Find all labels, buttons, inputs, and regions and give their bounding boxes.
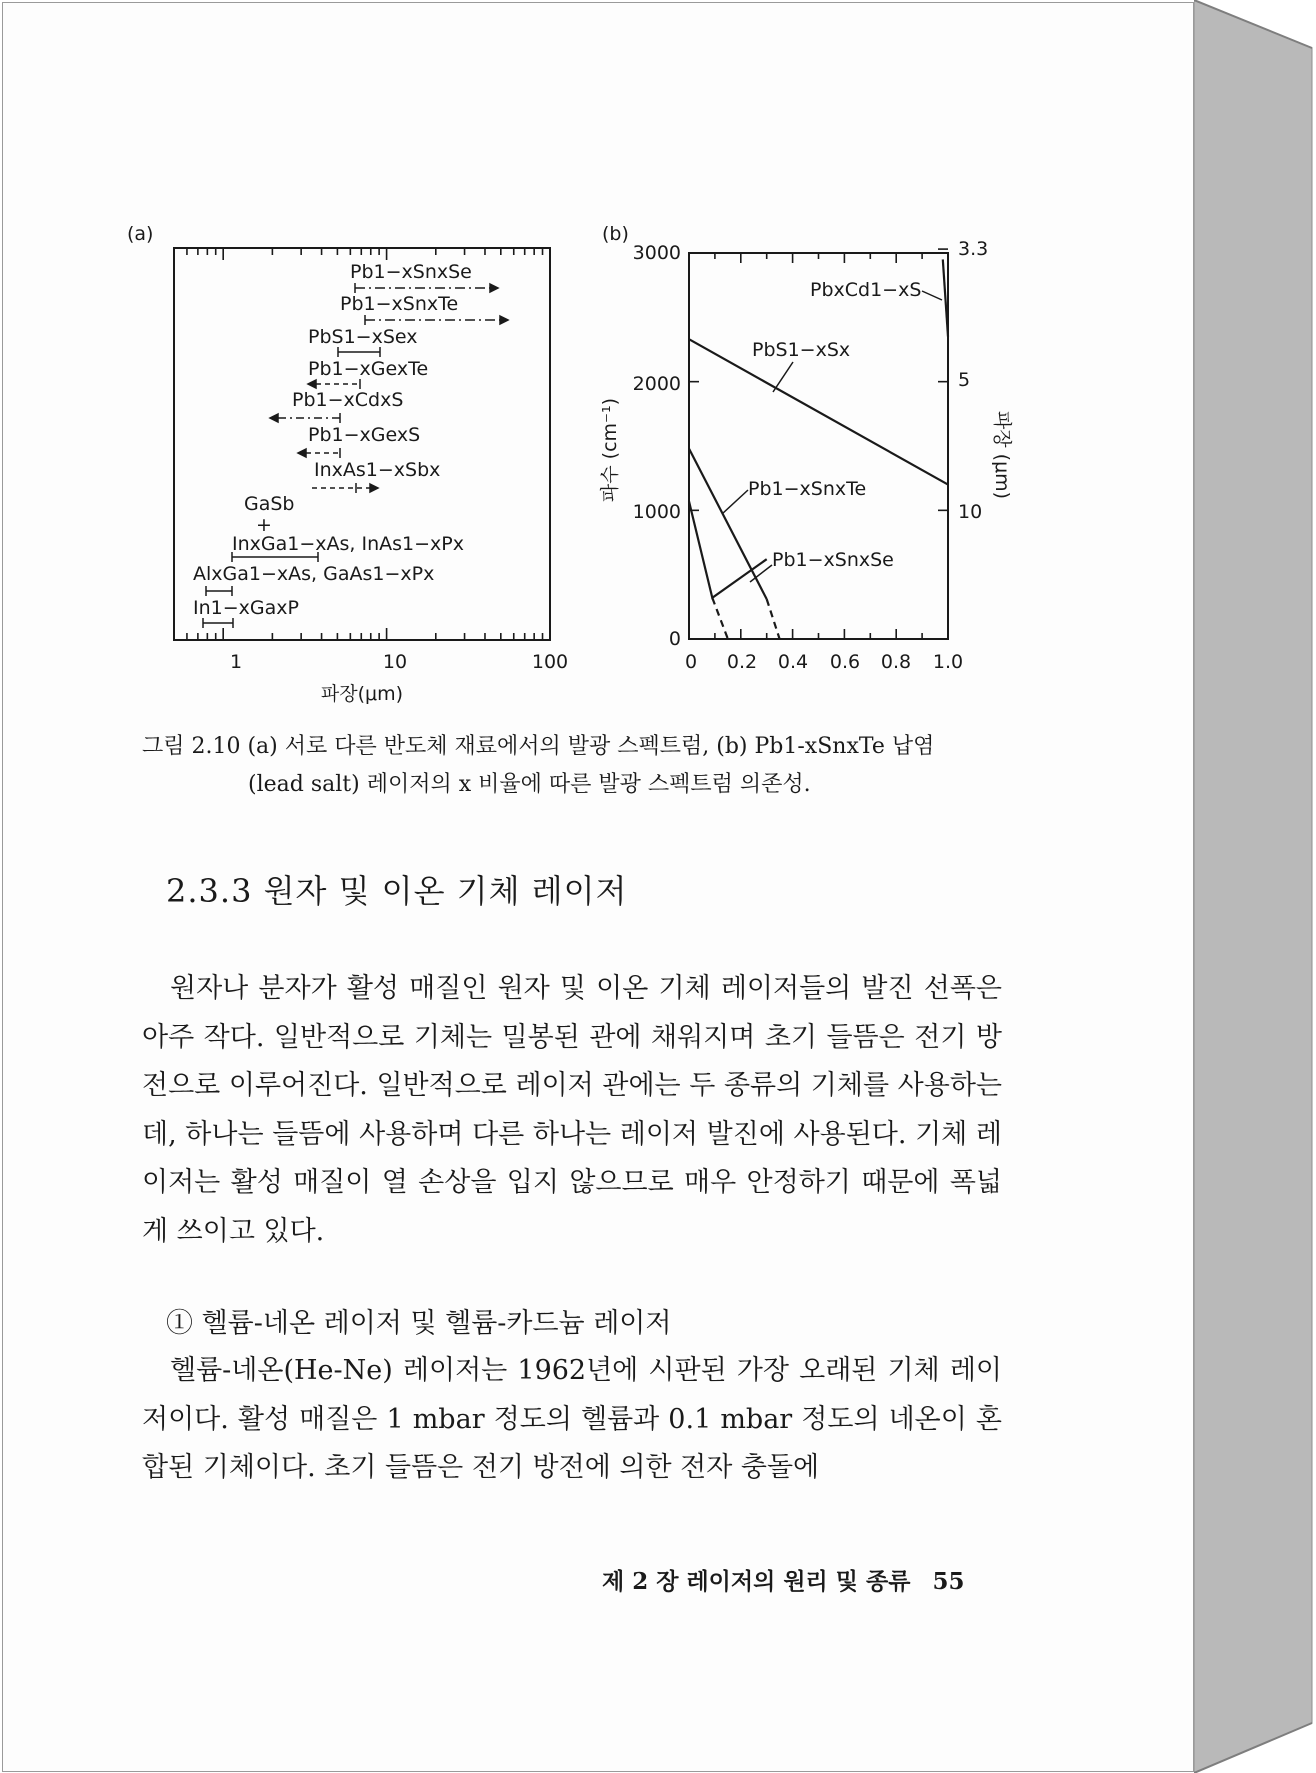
curve-leader — [722, 490, 748, 514]
paragraph-2 — [142, 1347, 1002, 1493]
section-heading: 2.3.3 원자 및 이온 기체 레이저 — [166, 872, 628, 910]
x-tick-label: 1 — [229, 651, 243, 673]
right-tick-label: 10 — [958, 501, 983, 523]
series-line — [689, 501, 767, 598]
material-label: Pb1−xSnxSe — [350, 261, 472, 283]
curve-label: Pb1−xSnxSe — [772, 549, 894, 571]
x-tick-label: 0.6 — [829, 651, 861, 673]
panel-b-frame — [689, 253, 948, 639]
material-label: PbS1−xSex — [308, 326, 418, 348]
x-axis-title: 파장(μm) — [320, 683, 404, 705]
x-tick-label: 10 — [382, 651, 408, 673]
figure-caption — [142, 728, 1012, 804]
y-tick-label: 2000 — [632, 373, 681, 395]
panel-b — [599, 223, 1013, 673]
series-line — [767, 599, 780, 639]
caption-line-2: (lead salt) 레이저의 x 비율에 따른 발광 스펙트럼 의존성. — [248, 772, 811, 797]
material-label: In1−xGaxP — [193, 597, 299, 619]
right-tick-label: 5 — [958, 369, 971, 391]
subsection-heading: ① 헬륨-네온 레이저 및 헬륨-카드늄 레이저 — [166, 1308, 672, 1339]
curve-leader — [773, 362, 793, 392]
right-tick-label: 3.3 — [958, 238, 989, 260]
curve-leader — [922, 291, 942, 300]
x-tick-label: 100 — [531, 651, 569, 673]
page-footer — [602, 1563, 964, 1596]
panel-b-ticks — [689, 249, 948, 639]
caption-line-1: 그림 2.10 (a) 서로 다른 반도체 재료에서의 발광 스펙트럼, (b) Pb1-xSnxTe 납염 — [142, 734, 935, 759]
x-tick-label: 0.8 — [880, 651, 912, 673]
series-line — [712, 598, 728, 639]
curve-label: PbxCd1−xS — [810, 279, 922, 301]
x-tick-label: 0.4 — [777, 651, 809, 673]
material-label: AlxGa1−xAs, GaAs1−xPx — [193, 563, 435, 585]
curve-label: Pb1−xSnxTe — [748, 478, 867, 500]
page-edge-shadow — [1194, 0, 1316, 1773]
material-label: InxGa1−xAs, InAs1−xPx — [232, 533, 464, 555]
curve-label: PbS1−xSx — [752, 339, 851, 361]
panel-a-label: (a) — [127, 223, 154, 245]
x-tick-label: 1.0 — [932, 651, 964, 673]
y-tick-label: 3000 — [632, 242, 681, 264]
y2-axis-title: 파장 (μm) — [991, 410, 1013, 500]
x-tick-label: 0 — [684, 651, 698, 673]
material-label: Pb1−xSnxTe — [340, 293, 459, 315]
series-line — [689, 449, 767, 599]
panel-b-curves — [689, 259, 948, 639]
x-tick-label: 0.2 — [726, 651, 758, 673]
paragraph-2-text: 헬륨-네온(He-Ne) 레이저는 1962년에 시판된 가장 오래된 기체 레이저이다. 활성 매질은 1 mbar 정도의 헬륨과 0.1 mbar 정도의 네온이 혼합된 기체이다. 초기 들뜸은 전기 방전에 의한 전자 충돌에 — [142, 1355, 1002, 1483]
panel-a — [127, 223, 568, 705]
paragraph-1-text: 원자나 분자가 활성 매질인 원자 및 이온 기체 레이저들의 발진 선폭은 아주 작다. 일반적으로 기체는 밀봉된 관에 채워지며 초기 들뜸은 전기 방전으로 이루어진다. 일반적으로 레이저 관에는 두 종류의 기체를 사용하는데, 하나는 들뜸에 사용하며 다른 하나는 레이저 발진에 사용된다. 기체 레이저는 활성 매질이 열 손상을 입지 않으므로 매우 안정하기 때문에 폭넓게 쓰이고 있다. — [142, 973, 1002, 1247]
panel-b-label: (b) — [602, 223, 629, 245]
material-label: Pb1−xCdxS — [292, 389, 404, 411]
y-tick-label: 0 — [668, 628, 681, 650]
footer-chapter: 제 2 장 레이저의 원리 및 종류 — [602, 1568, 911, 1595]
y-axis-title: 파수 (cm⁻¹) — [599, 397, 621, 503]
material-label: Pb1−xGexTe — [308, 358, 429, 380]
figure-2-10 — [0, 0, 1190, 720]
material-label: InxAs1−xSbx — [314, 459, 441, 481]
series-line — [689, 339, 948, 484]
material-label: Pb1−xGexS — [308, 424, 421, 446]
y-tick-label: 1000 — [632, 501, 681, 523]
paragraph-1 — [142, 965, 1002, 1256]
page-number: 55 — [932, 1568, 965, 1595]
material-label: + — [256, 514, 272, 536]
material-label: GaSb — [244, 493, 295, 515]
